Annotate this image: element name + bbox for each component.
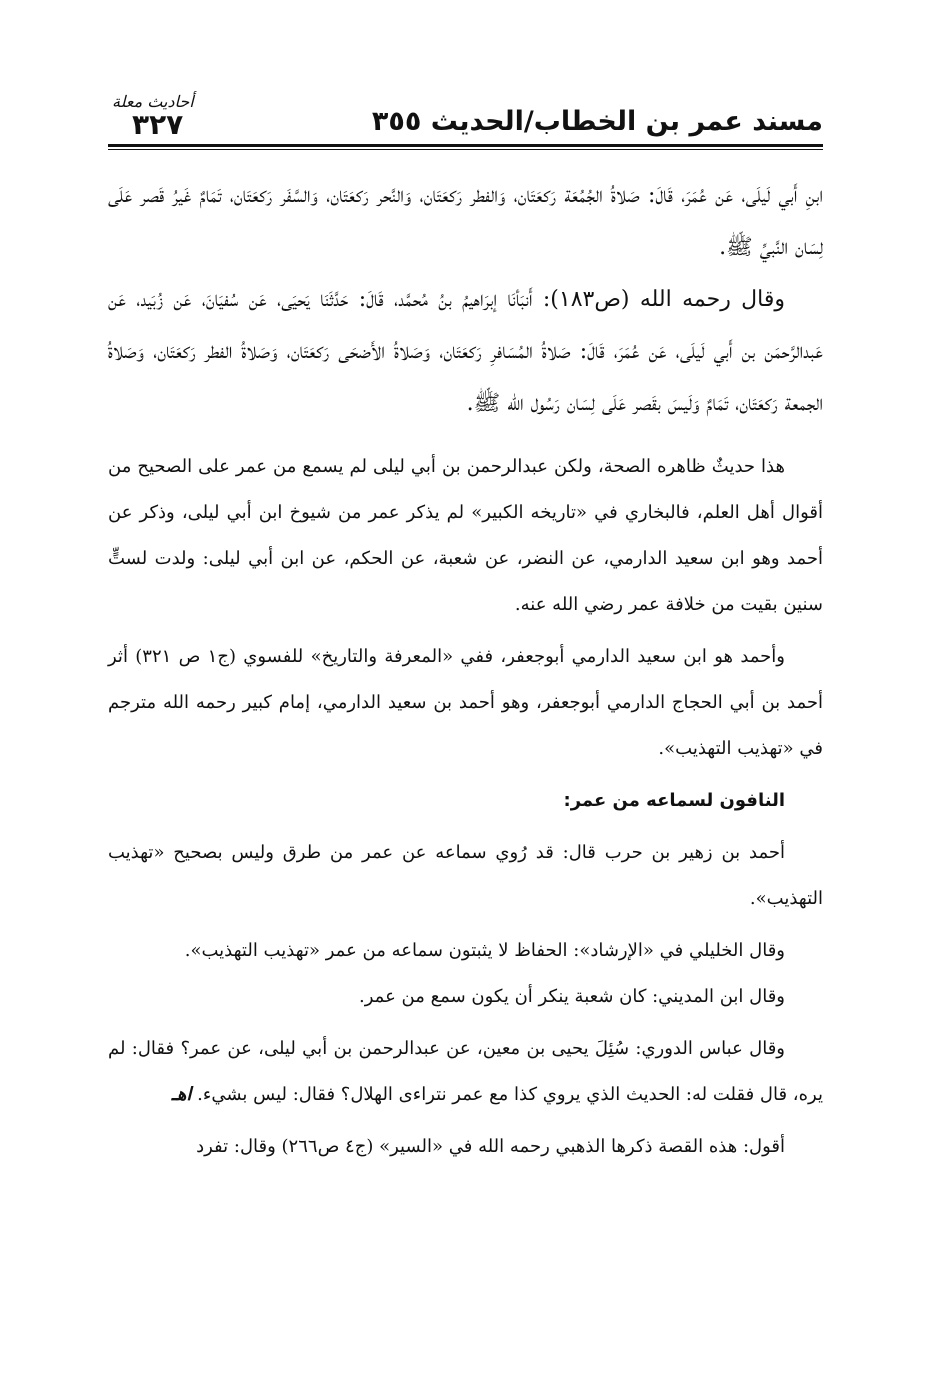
commentary-paragraph-6-text: وقال عباس الدوري: سُئِلَ يحيى بن معين، عن عبدالرحمن بن أبي ليلى، عن عمر؟ فقال: لم يره، قال فقلت له: الحديث الذي يروي كذا مع عمر نتراءى الهلال؟ فقال: ليس بشيء. bbox=[108, 1038, 823, 1105]
commentary-paragraph-4: وقال الخليلي في «الإرشاد»: الحفاظ لا يثبتون سماعه من عمر «تهذيب التهذيب». bbox=[184, 940, 785, 961]
commentary-paragraph-7: أقول: هذه القصة ذكرها الذهبي رحمه الله في «السير» (ج٤ ص٢٦٦) وقال: تفرد bbox=[196, 1136, 785, 1157]
commentary-paragraph-5: وقال ابن المديني: كان شعبة ينكر أن يكون سمع من عمر. bbox=[359, 986, 785, 1007]
hadith-paragraph-1: ابنِ أَبي لَيلَى، عَن عُمَرَ، قَالَ: صَلاةُ الجُمُعَة رَكعَتَان، وَالفطر رَكعَتَان، وَالنَّحر رَكعَتَان، وَالسَّفَر رَكعَتَان، تَمَامٌ غَيرُ قَصر عَلَى لِسَان النَّبيِّ ﷺ. bbox=[108, 183, 823, 260]
end-of-quote-mark: اهـ bbox=[171, 1084, 192, 1105]
header-rule bbox=[108, 144, 823, 150]
commentary-paragraph-2: وأحمد هو ابن سعيد الدارمي أبوجعفر، ففي «المعرفة والتاريخ» للفسوي (ج١ ص ٣٢١) أثر أحمد بن أبي الحجاج الدارمي أبوجعفر، وهو أحمد بن سعيد الدارمي، إمام كبير رحمه الله مترجم في «تهذيب التهذيب». bbox=[108, 646, 823, 759]
handwritten-margin-note: أحاديث معلة bbox=[112, 92, 194, 111]
hadith-paragraph-2: وقال رحمه الله (ص١٨٣): أَنبَأنَا إبرَاهيمُ بنُ مُحمَّد، قَالَ: حَدَّثَنَا يَحيَى، عَن سُفيَانَ، عَن زُبَيد، عَن عَبدالرَّحمَن بن أَبي لَيلَى، عَن عُمَرَ، قَالَ: صَلاةُ المُسَافرِ رَكعَتَان، وَصَلاةُ الأَضحَى رَكعَتَان، وَصَلاةُ الفطر رَكعَتَان، وَصَلاةُ الجمعة رَكعَتَان، تَمَامٌ وَلَيسَ بقَصر عَلَى لِسَان رَسُول الله ﷺ. bbox=[108, 287, 823, 416]
hadith-text bbox=[108, 170, 823, 430]
commentary-paragraph-6 bbox=[108, 1026, 823, 1118]
commentary-paragraph-1: هذا حديثٌ ظاهره الصحة، ولكن عبدالرحمن بن أبي ليلى لم يسمع من عمر على الصحيح من أقوال أهل العلم، فالبخاري في «تاريخه الكبير» لم يذكر عمر من شيوخ ابن أبي ليلى، وذكر عن أحمد وهو ابن سعيد الدارمي، عن النضر، عن شعبة، عن الحكم، عن ابن أبي ليلى: ولدت لستٍّ سنين بقيت من خلافة عمر رضي الله عنه. bbox=[108, 456, 823, 615]
commentary-text bbox=[108, 444, 823, 1170]
page-header bbox=[108, 92, 823, 150]
page-number: ٣٢٧ bbox=[132, 108, 184, 141]
commentary-paragraph-3: أحمد بن زهير بن حرب قال: قد رُوي سماعه عن عمر من طرق وليس بصحيح «تهذيب التهذيب». bbox=[108, 842, 823, 909]
section-heading: النافون لسماعه من عمر: bbox=[563, 790, 785, 811]
page-body bbox=[108, 170, 823, 1170]
running-title: مسند عمر بن الخطاب/الحديث ٣٥٥ bbox=[371, 106, 823, 137]
